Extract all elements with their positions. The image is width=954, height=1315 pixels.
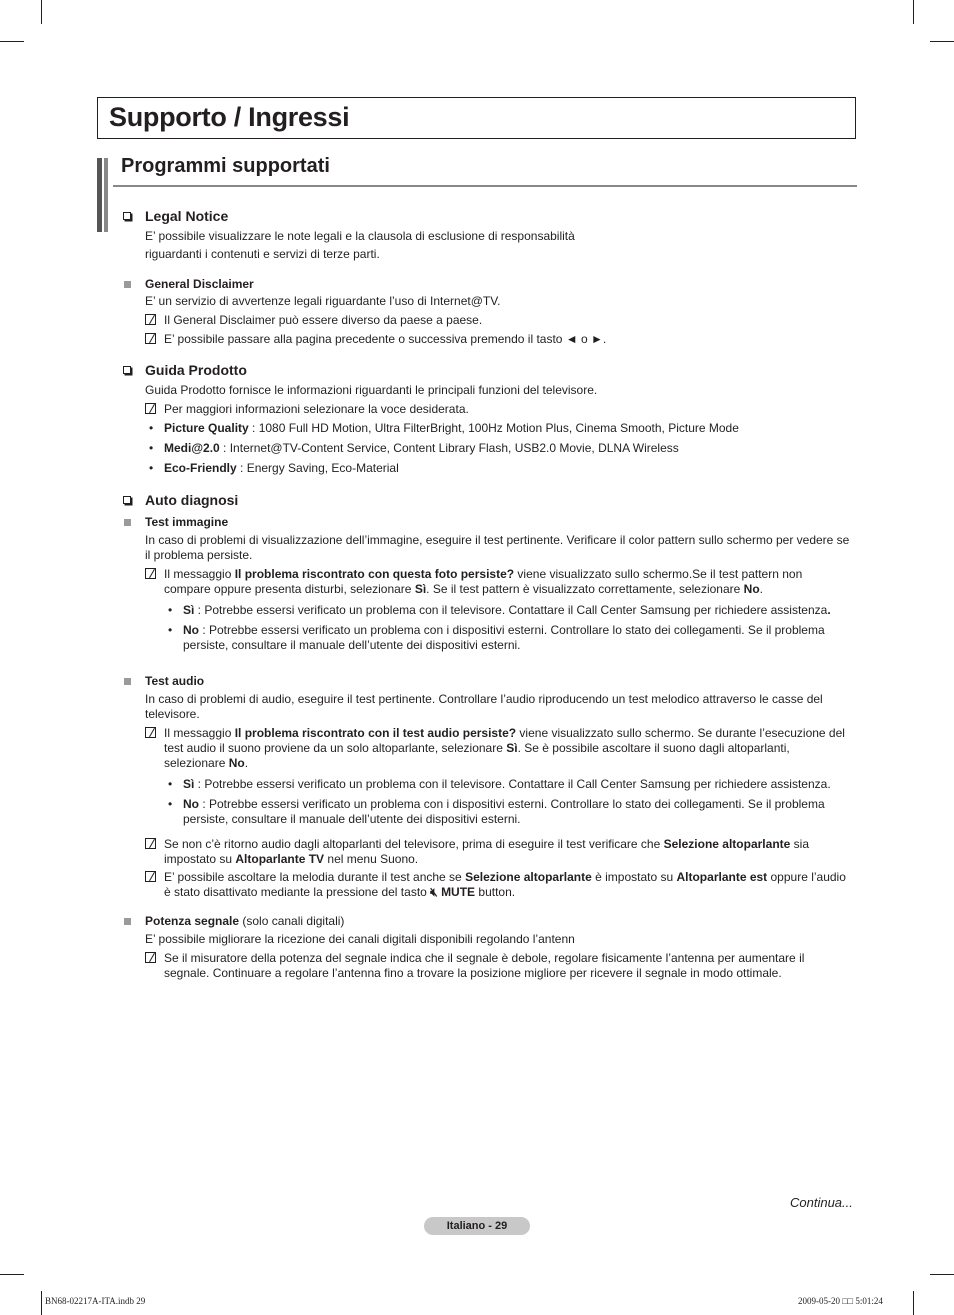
crop-mark	[0, 41, 24, 42]
square-bullet-icon	[124, 519, 131, 526]
square-bullet-icon	[124, 918, 131, 925]
legal-notice-text: E’ possibile visualizzare le note legali e la clausola di esclusione di responsabilità riguardanti i contenuti e servizi di terze parti.	[145, 229, 575, 261]
test-immagine-text: In caso di problemi di visualizzazione dell’immagine, eseguire il test pertinente. Verificare il color pattern sullo schermo per vedere se il problema persiste.	[145, 533, 850, 562]
crop-mark	[913, 1291, 914, 1315]
list-item: • Sì : Potrebbe essersi verificato un problema con il televisore. Contattare il Call Center Samsung per richiedere assistenza.	[168, 603, 831, 617]
crop-mark	[0, 1274, 24, 1275]
section-title: Programmi supportati	[121, 155, 330, 177]
section-divider	[113, 185, 857, 187]
note-icon	[145, 952, 156, 963]
crop-mark	[930, 1274, 954, 1275]
list-item: • Picture Quality : 1080 Full HD Motion, Ultra FilterBright, 100Hz Motion Plus, Cinema Smooth, Picture Mode	[149, 421, 739, 435]
file-info: BN68-02217A-ITA.indb 29	[45, 1296, 146, 1306]
potenza-segnale-heading: Potenza segnale (solo canali digitali)	[121, 914, 851, 929]
square-bullet-icon	[124, 281, 131, 288]
test-immagine-heading: Test immagine	[121, 515, 851, 530]
mute-icon: 🔇︎	[430, 885, 438, 899]
general-disclaimer-heading: General Disclaimer	[121, 277, 851, 292]
page-number: Italiano - 29	[424, 1217, 530, 1235]
legal-notice-heading: Legal Notice	[121, 207, 851, 225]
note: Se il misuratore della potenza del segnale indica che il segnale è debole, regolare fisicamente l’antenna per aumentare il segnale. Continuare a regolare l’antenna fino a trovare la posizione migliore per ricevere il segnale in modo ottimale.	[121, 951, 851, 981]
checkbox-icon	[123, 212, 131, 220]
note: E’ possibile ascoltare la melodia durante il test anche se Selezione altoparlante è impostato su Altoparlante est oppure l’audio è stato disattivato mediante la pressione del tasto 🔇︎ MUTE button.	[121, 870, 851, 900]
note-icon	[145, 314, 156, 325]
continue-label: Continua...	[790, 1195, 853, 1210]
note-icon	[145, 333, 156, 344]
guida-prodotto-heading: Guida Prodotto	[121, 361, 851, 379]
note: Per maggiori informazioni selezionare la voce desiderata.	[121, 402, 851, 417]
potenza-segnale-text: E’ possibile migliorare la ricezione dei canali digitali disponibili regolando l’antenn	[145, 932, 575, 946]
note-icon	[145, 403, 156, 414]
list-item: • No : Potrebbe essersi verificato un problema con i dispositivi esterni. Controllare lo stato dei collegamenti. Se il problema persiste, consultare il manuale dell’utente dei dispositivi esterni.	[168, 623, 825, 652]
test-audio-heading: Test audio	[121, 674, 851, 689]
crop-mark	[41, 1291, 42, 1315]
general-disclaimer-text: E’ un servizio di avvertenze legali riguardante l’uso di Internet@TV.	[145, 294, 501, 308]
list-item: • No : Potrebbe essersi verificato un problema con i dispositivi esterni. Controllare lo stato dei collegamenti. Se il problema persiste, consultare il manuale dell’utente dei dispositivi esterni.	[168, 797, 825, 826]
main-content	[121, 207, 851, 981]
note: Il General Disclaimer può essere diverso da paese a paese.	[121, 313, 851, 328]
section-marker	[97, 158, 110, 232]
note: Il messaggio Il problema riscontrato con questa foto persiste? viene visualizzato sullo schermo.Se il test pattern non compare oppure presenta disturbi, selezionare Sì. Se il test pattern è visualizzato correttamente, selezionare No.	[121, 567, 851, 597]
page-title: Supporto / Ingressi	[109, 102, 350, 132]
checkbox-icon	[123, 496, 131, 504]
list-item: • Medi@2.0 : Internet@TV-Content Service, Content Library Flash, USB2.0 Movie, DLNA Wireless	[149, 441, 679, 455]
crop-mark	[41, 0, 42, 24]
note-icon	[145, 568, 156, 579]
test-audio-text: In caso di problemi di audio, eseguire il test pertinente. Controllare l’audio riproducendo un test melodico attraverso le casse del televisore.	[145, 692, 823, 721]
checkbox-icon	[123, 366, 131, 374]
page-title-box	[97, 97, 856, 139]
print-date: 2009-05-20 □□ 5:01:24	[798, 1296, 883, 1306]
note: Il messaggio Il problema riscontrato con il test audio persiste? viene visualizzato sullo schermo. Se durante l’esecuzione del test audio il suono proviene da un solo altoparlante, selezionare Sì. Se è possibile ascoltare il suono dagli altoparlanti, selezionare No.	[121, 726, 851, 771]
note-icon	[145, 838, 156, 849]
auto-diagnosi-heading: Auto diagnosi	[121, 491, 851, 509]
note-icon	[145, 871, 156, 882]
list-item: • Sì : Potrebbe essersi verificato un problema con il televisore. Contattare il Call Center Samsung per richiedere assistenza.	[168, 777, 831, 791]
note: E’ possibile passare alla pagina precedente o successiva premendo il tasto ◄ o ►.	[121, 332, 851, 347]
crop-mark	[913, 0, 914, 24]
note: Se non c’è ritorno audio dagli altoparlanti del televisore, prima di eseguire il test verificare che Selezione altoparlante sia impostato su Altoparlante TV nel menu Suono.	[121, 837, 851, 867]
note-icon	[145, 727, 156, 738]
guida-prodotto-text: Guida Prodotto fornisce le informazioni riguardanti le principali funzioni del televisore.	[145, 383, 598, 397]
crop-mark	[930, 41, 954, 42]
square-bullet-icon	[124, 678, 131, 685]
list-item: • Eco-Friendly : Energy Saving, Eco-Material	[149, 461, 399, 475]
